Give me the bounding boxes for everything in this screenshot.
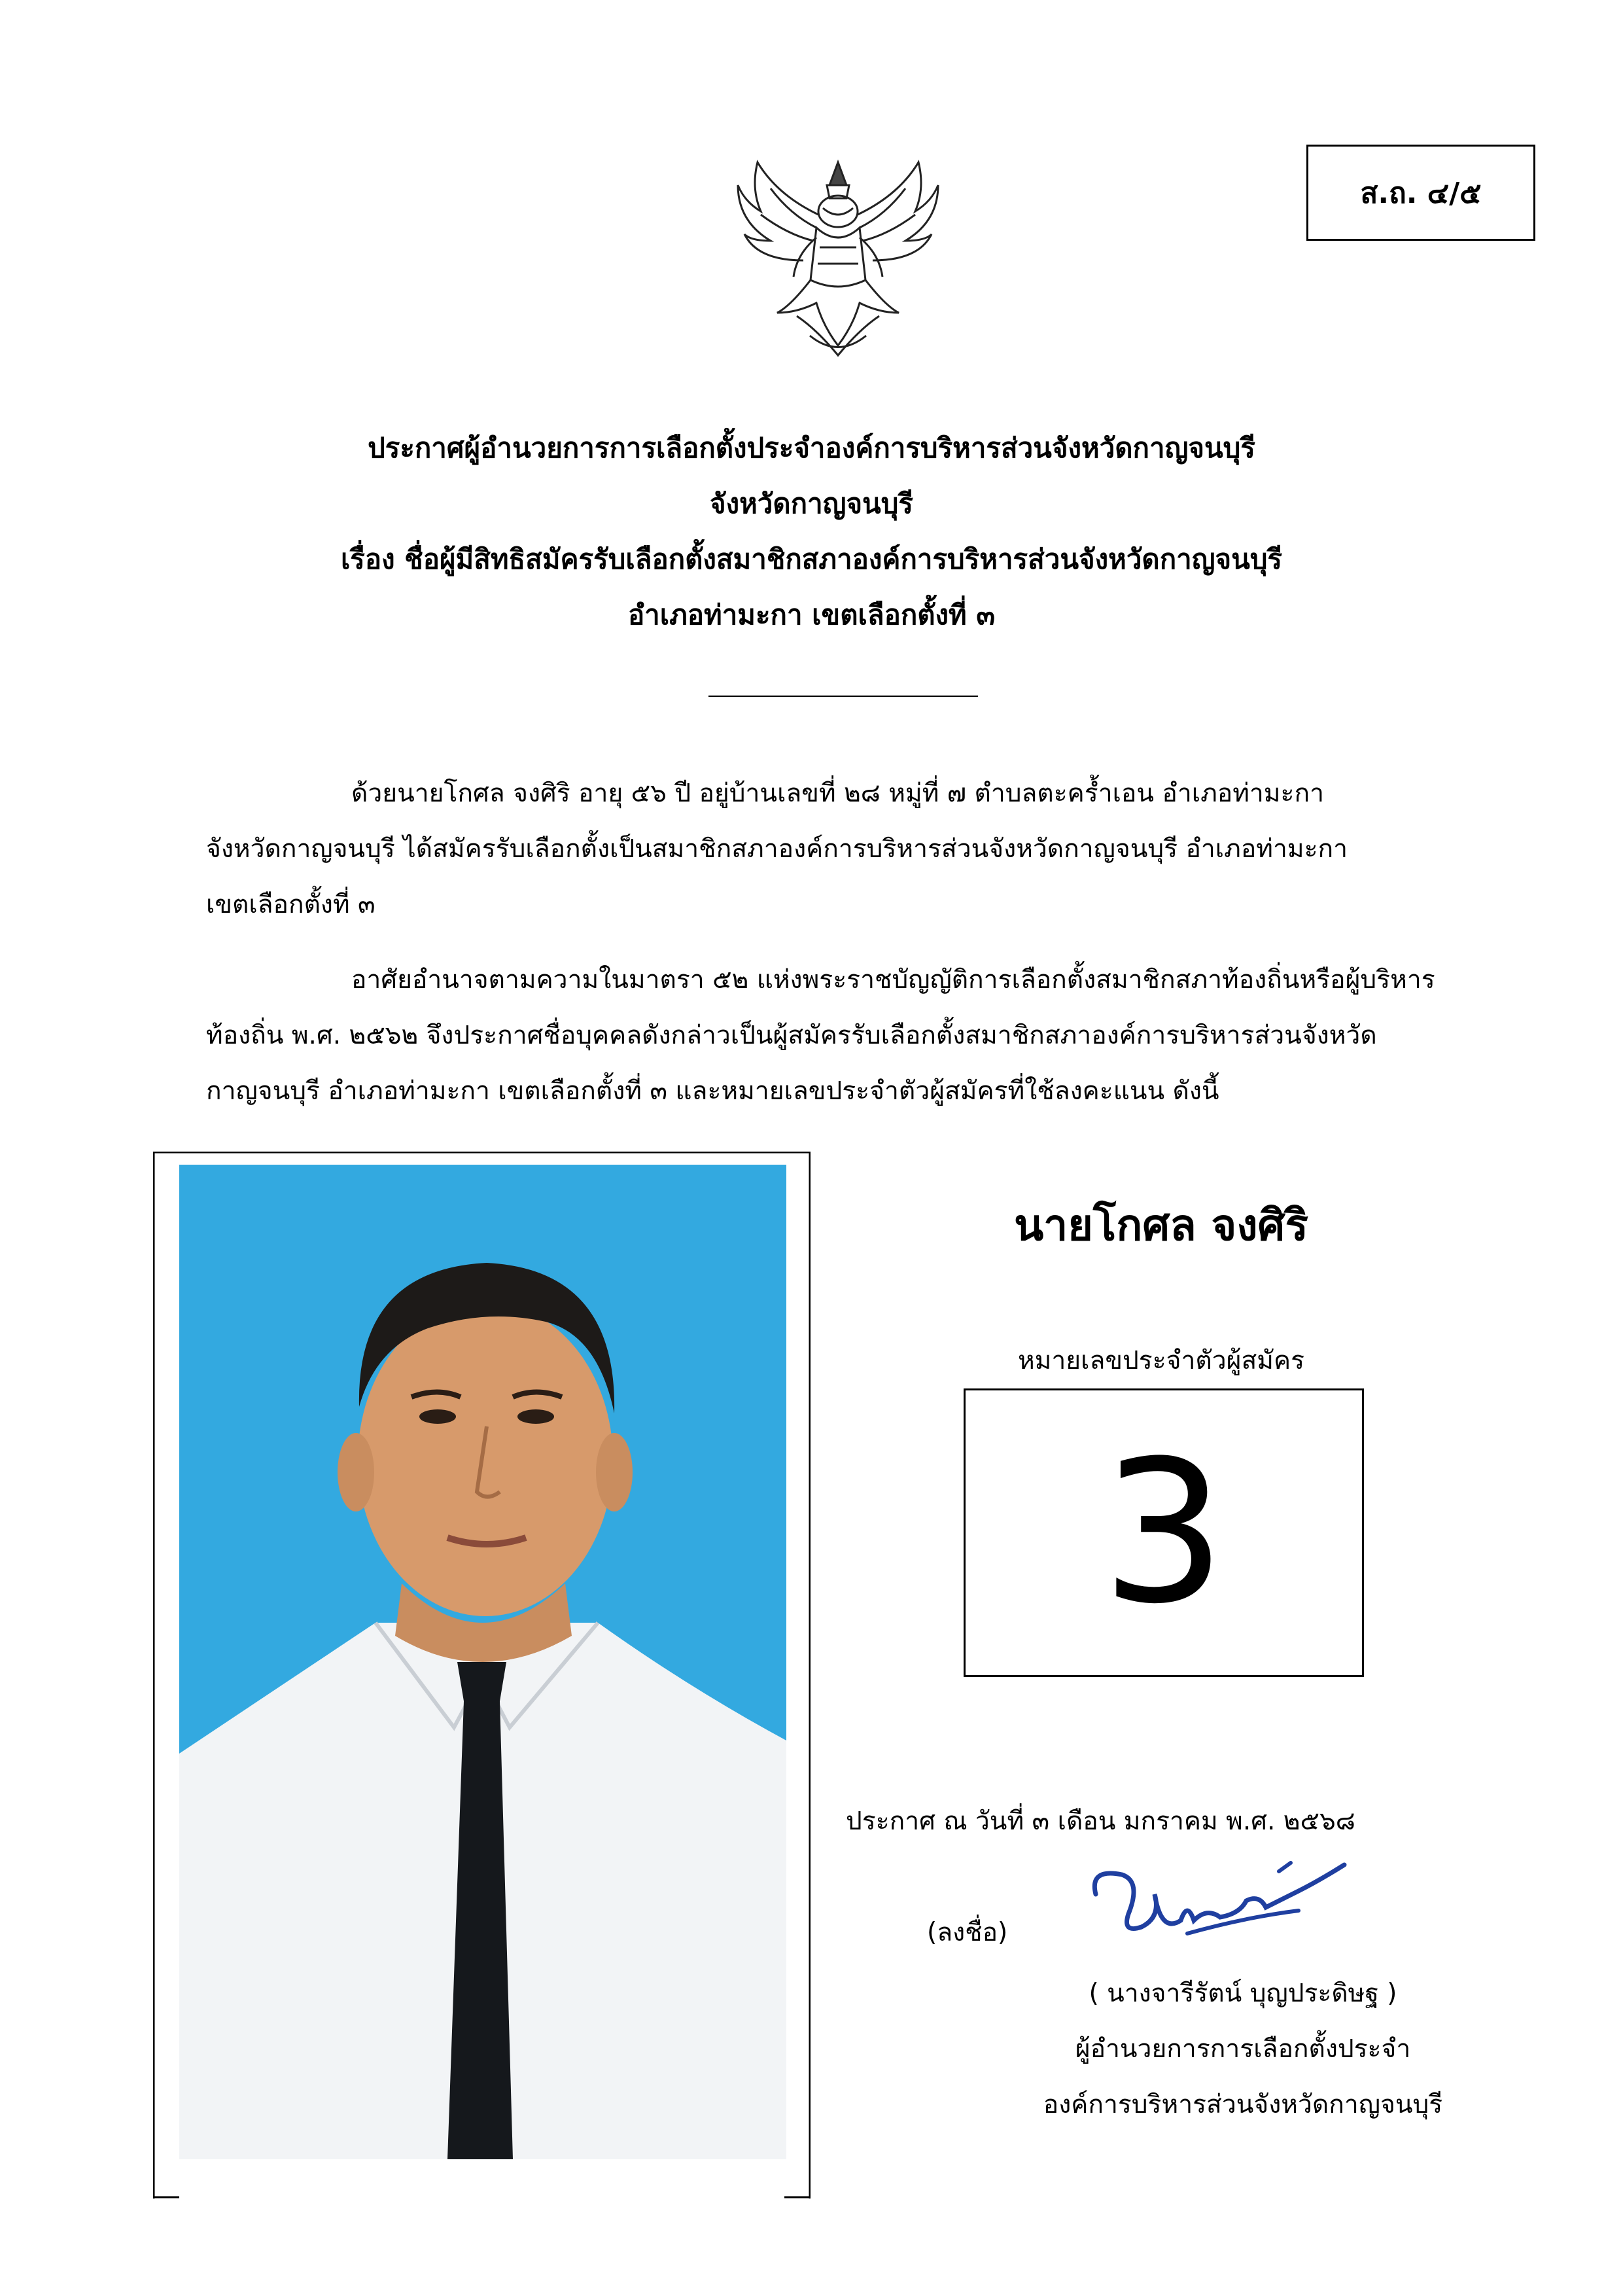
paragraph-text: ด้วยนายโกศล จงศิริ อายุ ๕๖ ปี อยู่บ้านเลขที่ ๒๘ หมู่ที่ ๗ ตำบลตะคร้ำเอน อำเภอท่ามะกา (351, 779, 1324, 808)
paragraph-line (206, 952, 1482, 1008)
paragraph-line (206, 877, 1482, 932)
sign-label: (ลงชื่อ) (927, 1918, 1008, 1947)
paragraph-line (206, 1008, 1482, 1063)
signer-position-1: ผู้อำนวยการการเลือกตั้งประจำ (1075, 2034, 1411, 2064)
garuda-emblem-icon (731, 149, 945, 365)
form-code-box (1306, 145, 1535, 241)
title-divider (708, 696, 978, 697)
candidate-number-box (964, 1388, 1364, 1677)
paragraph-2 (206, 952, 1482, 1119)
title-line-3: เรื่อง ชื่อผู้มีสิทธิสมัครรับเลือกตั้งสมาชิกสภาองค์การบริหารส่วนจังหวัดกาญจนบุรี (340, 543, 1283, 575)
candidate-number-label: หมายเลขประจำตัวผู้สมัคร (1017, 1346, 1305, 1375)
paragraph-text: อาศัยอำนาจตามความในมาตรา ๕๒ แห่งพระราชบัญญัติการเลือกตั้งสมาชิกสภาท้องถิ่นหรือผู้บริหาร (351, 965, 1435, 995)
title-line-2: จังหวัดกาญจนบุรี (709, 487, 913, 520)
paragraph-text: จังหวัดกาญจนบุรี ได้สมัครรับเลือกตั้งเป็นสมาชิกสภาองค์การบริหารส่วนจังหวัดกาญจนบุรี อำเภอท่ามะกา (206, 834, 1348, 864)
paragraph-text: กาญจนบุรี อำเภอท่ามะกา เขตเลือกตั้งที่ ๓ และหมายเลขประจำตัวผู้สมัครที่ใช้ลงคะแนน ดังนี้ (206, 1076, 1219, 1106)
paragraph-text: ท้องถิ่น พ.ศ. ๒๕๖๒ จึงประกาศชื่อบุคคลดังกล่าวเป็นผู้สมัครรับเลือกตั้งสมาชิกสภาองค์การบริหารส่วนจังหวัด (206, 1021, 1377, 1050)
candidate-photo (179, 1165, 786, 2159)
candidate-name: นายโกศล จงศิริ (1014, 1200, 1308, 1250)
announcement-date: ประกาศ ณ วันที่ ๓ เดือน มกราคม พ.ศ. ๒๕๖๘ (846, 1807, 1355, 1836)
signer-name: ( นางจารีรัตน์ บุญประดิษฐ ) (1089, 1979, 1397, 2008)
title-line-4: อำเภอท่ามะกา เขตเลือกตั้งที่ ๓ (627, 599, 996, 631)
title-line-1: ประกาศผู้อำนวยการการเลือกตั้งประจำองค์การบริหารส่วนจังหวัดกาญจนบุรี (368, 432, 1255, 464)
paragraph-text: เขตเลือกตั้งที่ ๓ (206, 890, 375, 919)
paragraph-line (206, 821, 1482, 877)
candidate-number: 3 (1101, 1418, 1227, 1647)
paragraph-line (206, 1063, 1482, 1119)
paragraph-1 (206, 766, 1482, 932)
signer-position-2: องค์การบริหารส่วนจังหวัดกาญจนบุรี (1043, 2090, 1443, 2119)
form-code: ส.ถ. ๔/๕ (1360, 176, 1482, 210)
handwritten-signature (1083, 1855, 1364, 1953)
paragraph-line (206, 766, 1482, 821)
